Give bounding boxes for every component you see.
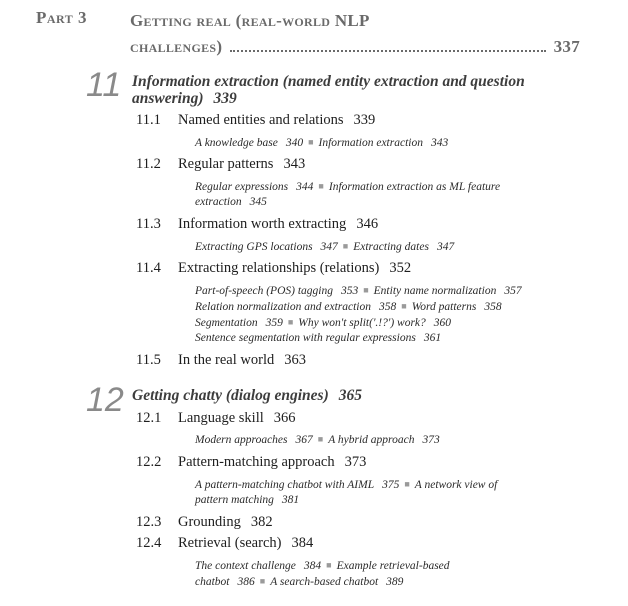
subsection-title: A search-based chatbot — [270, 576, 379, 588]
subsection-title: Relation normalization and extraction — [195, 301, 371, 313]
section-number: 12.1 — [136, 410, 162, 426]
section-number: 11.2 — [136, 156, 161, 172]
section-entry — [136, 514, 273, 531]
subsection-line — [195, 298, 502, 315]
part-title-line1: Getting real (real-world NLP — [130, 11, 370, 30]
subsection-title: Segmentation — [195, 317, 258, 329]
subsection-title: A hybrid approach — [328, 434, 415, 446]
section-page: 363 — [284, 352, 306, 368]
subsection-title: Information extraction — [318, 137, 423, 149]
subsection-line — [195, 492, 299, 508]
section-page: 384 — [291, 535, 314, 551]
subsection-page: 347 — [320, 241, 338, 253]
section-title: Pattern-matching approach — [178, 454, 335, 470]
subsection-title: A network view of — [414, 479, 498, 491]
chapter-title-line1: Information extraction (named entity extraction and question — [132, 73, 525, 90]
section-number: 12.4 — [136, 535, 162, 551]
part-page: 337 — [553, 37, 580, 56]
section-title: Information worth extracting — [178, 216, 347, 232]
section-entry — [136, 260, 411, 277]
subsection-title: pattern matching — [195, 494, 274, 506]
section-title: In the real world — [178, 352, 275, 368]
subsection-line — [195, 238, 454, 255]
separator-icon: ■ — [401, 301, 407, 311]
subsection-page: 353 — [340, 285, 359, 297]
subsection-title: Extracting dates — [353, 241, 429, 253]
section-title: Named entities and relations — [178, 112, 344, 128]
leader-dots — [230, 50, 545, 52]
section-entry — [136, 216, 378, 233]
chapter-title — [132, 387, 572, 404]
section-title: Language skill — [178, 410, 264, 426]
chapter-title — [132, 73, 572, 107]
section-number: 11.1 — [136, 112, 161, 128]
subsection-title: A pattern-matching chatbot with AIML — [195, 479, 375, 491]
section-entry — [136, 352, 306, 369]
section-page: 382 — [250, 514, 273, 530]
subsection-title: Word patterns — [411, 301, 477, 313]
subsection-title: The context challenge — [195, 560, 296, 572]
subsection-page: 358 — [379, 301, 397, 313]
separator-icon: ■ — [287, 317, 294, 327]
section-title: Grounding — [178, 514, 241, 530]
section-page: 352 — [389, 260, 412, 276]
subsection-line — [195, 330, 441, 346]
section-title: Regular patterns — [178, 156, 274, 172]
section-number: 12.3 — [136, 514, 162, 530]
subsection-title: Extracting GPS locations — [195, 241, 313, 253]
part-title-line2: challenges) — [130, 37, 223, 56]
subsection-line — [195, 557, 450, 574]
subsection-title: A knowledge base — [195, 137, 278, 149]
subsection-line — [195, 178, 500, 195]
chapter-page: 365 — [338, 387, 363, 404]
subsection-title: extraction — [195, 196, 242, 208]
part-label: Part 3 — [36, 8, 88, 27]
chapter-number: 12 — [86, 381, 124, 419]
subsection-page: 358 — [484, 301, 502, 313]
subsection-page: 340 — [285, 137, 304, 149]
section-entry — [136, 535, 313, 552]
subsection-title: Entity name normalization — [373, 285, 497, 297]
subsection-page: 367 — [295, 434, 313, 446]
section-entry — [136, 112, 375, 129]
separator-icon: ■ — [259, 576, 266, 586]
section-number: 11.5 — [136, 352, 161, 368]
subsection-title: chatbot — [195, 576, 230, 588]
subsection-title: Part-of-speech (POS) tagging — [195, 285, 333, 297]
section-page: 343 — [283, 156, 306, 172]
subsection-line — [195, 282, 522, 299]
chapter-number: 11 — [86, 66, 122, 104]
section-title: Extracting relationships (relations) — [178, 260, 380, 276]
subsection-title: Regular expressions — [195, 181, 289, 193]
subsection-page: 347 — [436, 241, 455, 253]
section-number: 11.3 — [136, 216, 161, 232]
separator-icon: ■ — [404, 479, 410, 489]
subsection-line — [195, 314, 451, 331]
chapter-page: 339 — [213, 90, 237, 107]
subsection-page: 389 — [386, 576, 404, 588]
separator-icon: ■ — [342, 241, 349, 251]
subsection-line — [195, 431, 440, 448]
subsection-page: 373 — [422, 434, 440, 446]
section-number: 12.2 — [136, 454, 162, 470]
subsection-page: 384 — [303, 560, 322, 572]
section-page: 346 — [356, 216, 379, 232]
chapter-title-line2-row — [132, 90, 572, 107]
section-page: 366 — [273, 410, 296, 426]
separator-icon: ■ — [326, 560, 332, 570]
section-entry — [136, 156, 305, 173]
subsection-page: 345 — [249, 196, 267, 208]
subsection-title: Why won't split('.!?') work? — [298, 317, 426, 329]
subsection-line — [195, 134, 448, 151]
section-page: 339 — [353, 112, 376, 128]
chapter-title-line1: Getting chatty (dialog engines) — [132, 387, 329, 404]
subsection-title: Information extraction as ML feature — [328, 181, 501, 193]
section-number: 11.4 — [136, 260, 161, 276]
section-entry — [136, 454, 366, 471]
subsection-line — [195, 573, 403, 590]
subsection-line — [195, 194, 267, 210]
subsection-page: 357 — [504, 285, 522, 297]
part-title — [130, 8, 580, 60]
section-title: Retrieval (search) — [178, 535, 282, 551]
part-title-line2-row — [130, 34, 580, 60]
chapter-title-line2: answering) — [132, 90, 204, 107]
subsection-line — [195, 476, 497, 493]
separator-icon: ■ — [318, 181, 324, 191]
subsection-page: 343 — [430, 137, 449, 149]
separator-icon: ■ — [363, 285, 369, 295]
separator-icon: ■ — [308, 137, 314, 147]
subsection-page: 375 — [382, 479, 400, 491]
section-page: 373 — [344, 454, 367, 470]
subsection-page: 386 — [237, 576, 255, 588]
section-entry — [136, 410, 296, 427]
separator-icon: ■ — [317, 434, 324, 444]
subsection-page: 360 — [433, 317, 452, 329]
subsection-title: Modern approaches — [195, 434, 288, 446]
subsection-page: 361 — [423, 332, 442, 344]
subsection-page: 344 — [296, 181, 314, 193]
subsection-title: Example retrieval-based — [336, 560, 450, 572]
subsection-title: Sentence segmentation with regular expressions — [195, 332, 416, 344]
subsection-page: 381 — [281, 494, 300, 506]
subsection-page: 359 — [265, 317, 283, 329]
